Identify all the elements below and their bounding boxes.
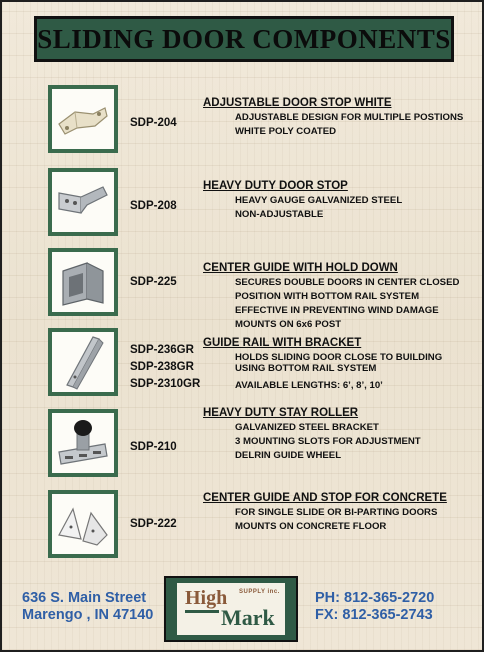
product-image-guide-rail-bracket <box>48 328 118 396</box>
product-sku: SDP-2310GR <box>130 378 201 390</box>
company-address <box>22 590 153 624</box>
description-line: MOUNTS ON 6x6 POST <box>235 319 342 330</box>
stay-roller-icon <box>53 414 113 472</box>
description-line: GALVANIZED STEEL BRACKET <box>235 422 379 433</box>
description-line: SECURES DOUBLE DOORS IN CENTER CLOSED <box>235 277 460 288</box>
description-line: FOR SINGLE SLIDE OR BI-PARTING DOORS <box>235 507 438 518</box>
address-line: 636 S. Main Street <box>22 590 147 606</box>
product-sku-list <box>130 342 200 393</box>
phone-number: PH: 812-365-2720 <box>315 590 435 606</box>
product-sku: SDP-225 <box>130 276 177 288</box>
description-line: POSITION WITH BOTTOM RAIL SYSTEM <box>235 291 420 302</box>
page-title: SLIDING DOOR COMPONENTS <box>37 23 451 54</box>
product-description <box>235 194 475 222</box>
address-line: Marengo , IN 47140 <box>22 607 154 623</box>
description-line: WHITE POLY COATED <box>235 126 337 137</box>
product-description <box>235 421 475 463</box>
page-title-banner <box>34 16 454 62</box>
product-image-center-guide-hold-down <box>48 248 118 316</box>
product-image-heavy-duty-door-stop <box>48 168 118 236</box>
description-line: HEAVY GAUGE GALVANIZED STEEL <box>235 195 403 206</box>
description-line: NON-ADJUSTABLE <box>235 209 324 220</box>
product-title: CENTER GUIDE WITH HOLD DOWN <box>203 262 398 274</box>
description-line: ADJUSTABLE DESIGN FOR MULTIPLE POSTIONS <box>235 112 464 123</box>
product-title: ADJUSTABLE DOOR STOP WHITE <box>203 97 392 109</box>
center-guide-concrete-icon <box>53 495 113 553</box>
product-sku: SDP-236GR <box>130 344 194 356</box>
product-title: HEAVY DUTY DOOR STOP <box>203 180 348 192</box>
product-description <box>235 506 475 534</box>
product-title: CENTER GUIDE AND STOP FOR CONCRETE <box>203 492 447 504</box>
logo-plate <box>177 583 285 635</box>
product-sku: SDP-204 <box>130 117 177 129</box>
product-sku: SDP-208 <box>130 200 177 212</box>
product-image-center-guide-concrete <box>48 490 118 558</box>
product-image-door-stop-white <box>48 85 118 153</box>
company-contact <box>315 590 434 624</box>
description-line: USING BOTTOM RAIL SYSTEM <box>235 363 377 374</box>
product-description <box>235 276 475 332</box>
product-title: GUIDE RAIL WITH BRACKET <box>203 337 362 349</box>
product-title: HEAVY DUTY STAY ROLLER <box>203 407 359 419</box>
description-line: 3 MOUNTING SLOTS FOR ADJUSTMENT <box>235 436 421 447</box>
product-sku: SDP-210 <box>130 441 177 453</box>
product-description <box>235 352 475 391</box>
description-line: AVAILABLE LENGTHS: 6’, 8’, 10’ <box>235 380 383 391</box>
product-sku: SDP-222 <box>130 518 177 530</box>
product-description <box>235 111 475 139</box>
guide-rail-bracket-icon <box>53 333 113 391</box>
product-image-stay-roller <box>48 409 118 477</box>
description-line: EFFECTIVE IN PREVENTING WIND DAMAGE <box>235 305 439 316</box>
company-logo <box>164 576 298 642</box>
fax-number: FX: 812-365-2743 <box>315 607 433 623</box>
description-line: MOUNTS ON CONCRETE FLOOR <box>235 521 387 532</box>
description-line: DELRIN GUIDE WHEEL <box>235 450 342 461</box>
description-line: HOLDS SLIDING DOOR CLOSE TO BUILDING <box>235 352 443 363</box>
logo-high-text: High <box>185 587 228 609</box>
heavy-duty-door-stop-icon <box>53 173 113 231</box>
logo-supply-text: SUPPLY inc. <box>239 589 280 595</box>
door-stop-white-icon <box>53 90 113 148</box>
logo-mark-text: Mark <box>221 605 275 630</box>
center-guide-hold-down-icon <box>53 253 113 311</box>
product-sku: SDP-238GR <box>130 361 194 373</box>
logo-divider <box>185 610 219 613</box>
